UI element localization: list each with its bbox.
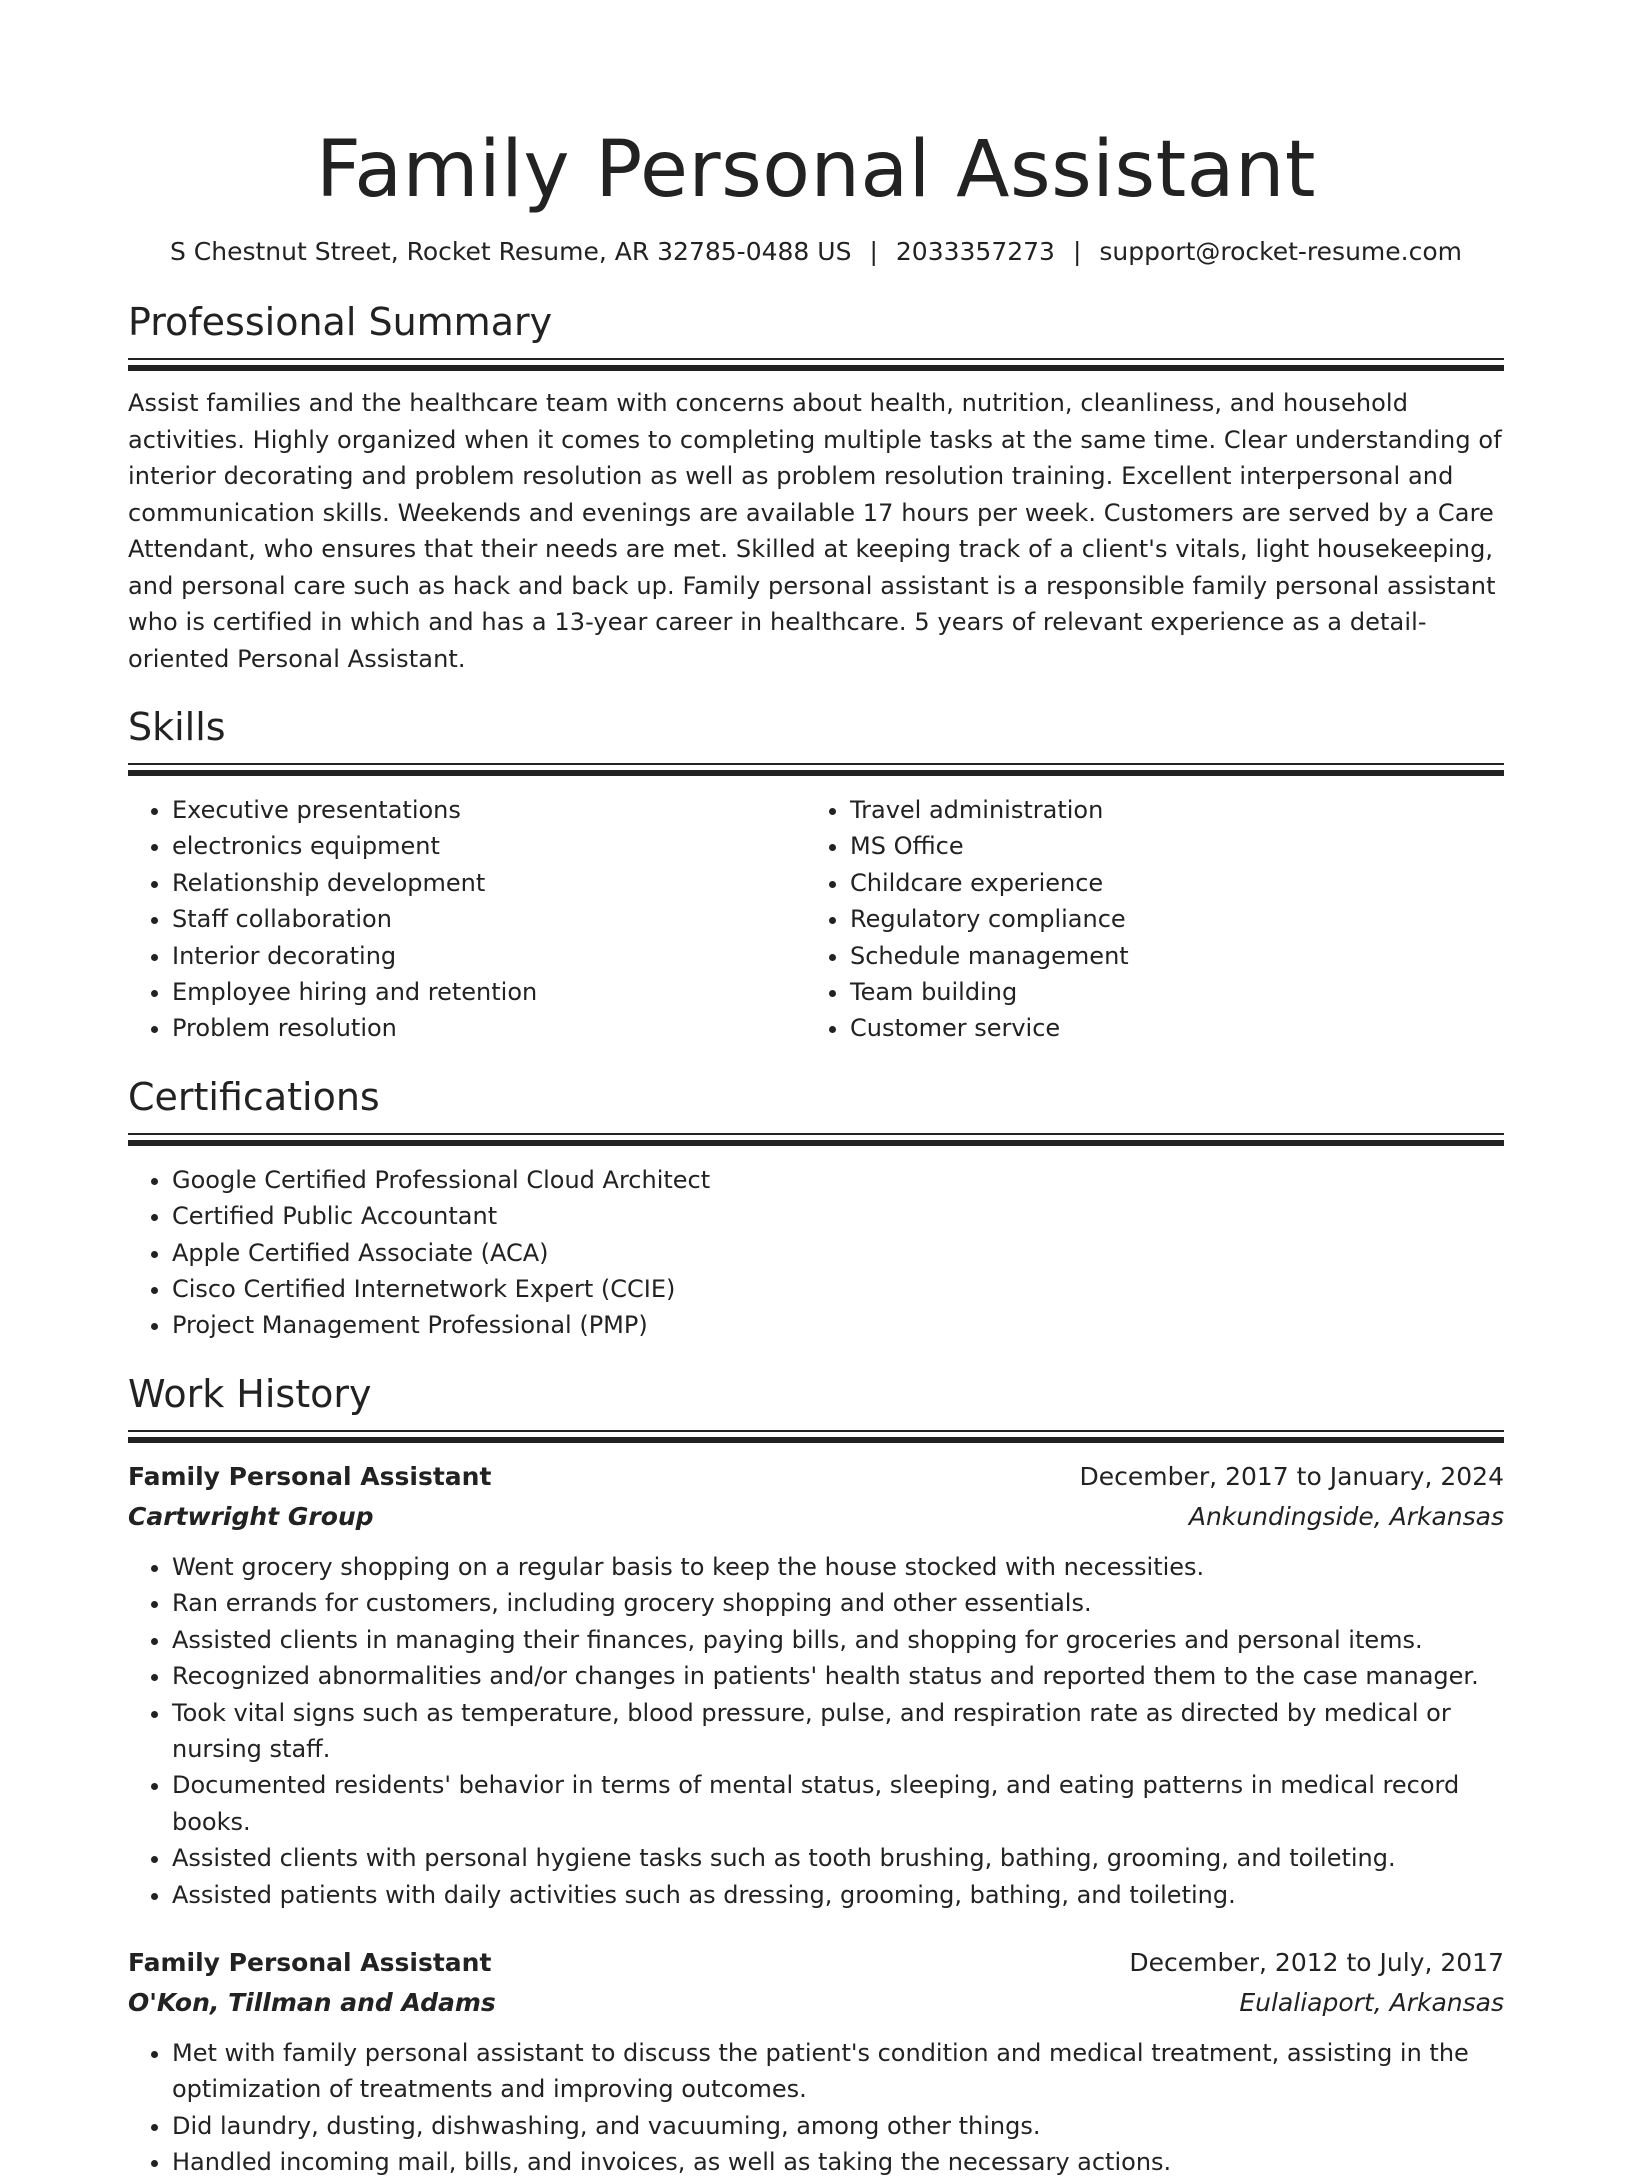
job-company: Cartwright Group (128, 1501, 374, 1531)
section-rule-thick (128, 365, 1504, 371)
job-header (128, 1943, 1504, 1983)
skills-grid (128, 792, 1504, 1047)
job-duty: • Ran errands for customers, including grocery shopping and other essentials. (172, 1585, 1504, 1621)
contact-email: support@rocket-resume.com (1099, 237, 1462, 266)
job-duty: • Assisted patients with daily activities such as dressing, grooming, bathing, and toileting. (172, 1877, 1504, 1913)
skill-item: • electronics equipment (172, 828, 806, 864)
contact-separator: | (869, 237, 878, 266)
candidate-name: Family Personal Assistant (316, 125, 1316, 215)
job-company: O'Kon, Tillman and Adams (128, 1987, 496, 2017)
job-duty: • Met with family personal assistant to discuss the patient's condition and medical treatment, assisting in the optimization of treatments and improving outcomes. (172, 2035, 1504, 2108)
job-dates: December, 2012 to July, 2017 (1129, 1947, 1504, 1977)
job-title: Family Personal Assistant (128, 1947, 492, 1977)
certification-item: • Apple Certified Associate (ACA) (172, 1235, 1504, 1271)
skill-item: • Interior decorating (172, 938, 806, 974)
job-entry (128, 1943, 1504, 2181)
skill-item: • MS Office (850, 828, 1484, 864)
job-subheader (128, 1983, 1504, 2023)
job-dates: December, 2017 to January, 2024 (1079, 1461, 1504, 1491)
job-duties-list (128, 1549, 1504, 1913)
section-rule (128, 358, 1504, 360)
job-duty: • Went grocery shopping on a regular basis to keep the house stocked with necessities. (172, 1549, 1504, 1585)
skill-item: • Travel administration (850, 792, 1484, 828)
section-title-skills: Skills (128, 705, 226, 749)
section-rule-thick (128, 770, 1504, 776)
skill-item: • Employee hiring and retention (172, 974, 806, 1010)
skills-column-right (806, 792, 1484, 1047)
skill-item: • Schedule management (850, 938, 1484, 974)
skill-item: • Regulatory compliance (850, 901, 1484, 937)
job-duty: • Assisted clients in managing their finances, paying bills, and shopping for groceries and personal items. (172, 1622, 1504, 1658)
job-duty: • Took vital signs such as temperature, blood pressure, pulse, and respiration rate as directed by medical or nursing staff. (172, 1695, 1504, 1768)
section-title-work-history: Work History (128, 1371, 372, 1416)
summary-text: Assist families and the healthcare team with concerns about health, nutrition, cleanliness, and household activities. Highly organized when it comes to completing multiple tasks at the same time. Clear understanding of interior decorating and problem resolution as well as problem resolution training. Excellent interpersonal and communication skills. Weekends and evenings are available 17 hours per week. Customers are served by a Care Attendant, who ensures that their needs are met. Skilled at keeping track of a client's vitals, light housekeeping, and personal care such as hack and back up. Family personal assistant is a responsible family personal assistant who is certified in which and has a 13-year career in healthcare. 5 years of relevant experience as a detail-oriented Personal Assistant. (128, 389, 1502, 673)
job-header (128, 1457, 1504, 1497)
skill-item: • Problem resolution (172, 1010, 806, 1046)
section-rule (128, 763, 1504, 765)
job-duty: • Recognized abnormalities and/or changes in patients' health status and reported them to the case manager. (172, 1658, 1504, 1694)
skill-item: • Childcare experience (850, 865, 1484, 901)
skill-item: • Staff collaboration (172, 901, 806, 937)
skills-column-left (128, 792, 806, 1047)
job-duties-list (128, 2035, 1504, 2181)
skill-item: • Team building (850, 974, 1484, 1010)
work-history-section (128, 1370, 1504, 2181)
contact-phone: 2033357273 (895, 237, 1055, 266)
section-title-certifications: Certifications (128, 1074, 380, 1119)
certification-item: • Project Management Professional (PMP) (172, 1307, 1504, 1343)
summary-section (128, 298, 1504, 677)
job-location: Ankundingside, Arkansas (1188, 1501, 1504, 1531)
job-subheader (128, 1497, 1504, 1537)
skill-item: • Customer service (850, 1010, 1484, 1046)
job-duty: • Assisted clients with personal hygiene tasks such as tooth brushing, bathing, grooming, and toileting. (172, 1840, 1504, 1876)
contact-line (128, 236, 1504, 268)
contact-separator: | (1072, 237, 1082, 266)
certifications-list (128, 1162, 1504, 1344)
contact-address: S Chestnut Street, Rocket Resume, AR 32785-0488 US (169, 237, 852, 266)
skills-list-left (128, 792, 806, 1047)
certification-item: • Cisco Certified Internetwork Expert (CCIE) (172, 1271, 1504, 1307)
job-duty: • Did laundry, dusting, dishwashing, and vacuuming, among other things. (172, 2108, 1504, 2144)
section-rule (128, 1133, 1504, 1135)
skills-list-right (806, 792, 1484, 1047)
skills-section (128, 703, 1504, 1047)
certifications-section (128, 1073, 1504, 1344)
resume-page (128, 0, 1504, 2181)
job-title: Family Personal Assistant (128, 1461, 492, 1491)
job-entry (128, 1457, 1504, 1913)
job-duty: • Handled incoming mail, bills, and invoices, as well as taking the necessary actions. (172, 2144, 1504, 2180)
section-title-summary: Professional Summary (128, 300, 553, 344)
skill-item: • Executive presentations (172, 792, 806, 828)
certification-item: • Certified Public Accountant (172, 1198, 1504, 1234)
skill-item: • Relationship development (172, 865, 806, 901)
job-location: Eulaliaport, Arkansas (1239, 1987, 1504, 2017)
section-rule-thick (128, 1140, 1504, 1146)
section-rule-thick (128, 1437, 1504, 1443)
job-duty: • Documented residents' behavior in terms of mental status, sleeping, and eating patterns in medical record books. (172, 1767, 1504, 1840)
section-rule (128, 1430, 1504, 1432)
certification-item: • Google Certified Professional Cloud Architect (172, 1162, 1504, 1198)
